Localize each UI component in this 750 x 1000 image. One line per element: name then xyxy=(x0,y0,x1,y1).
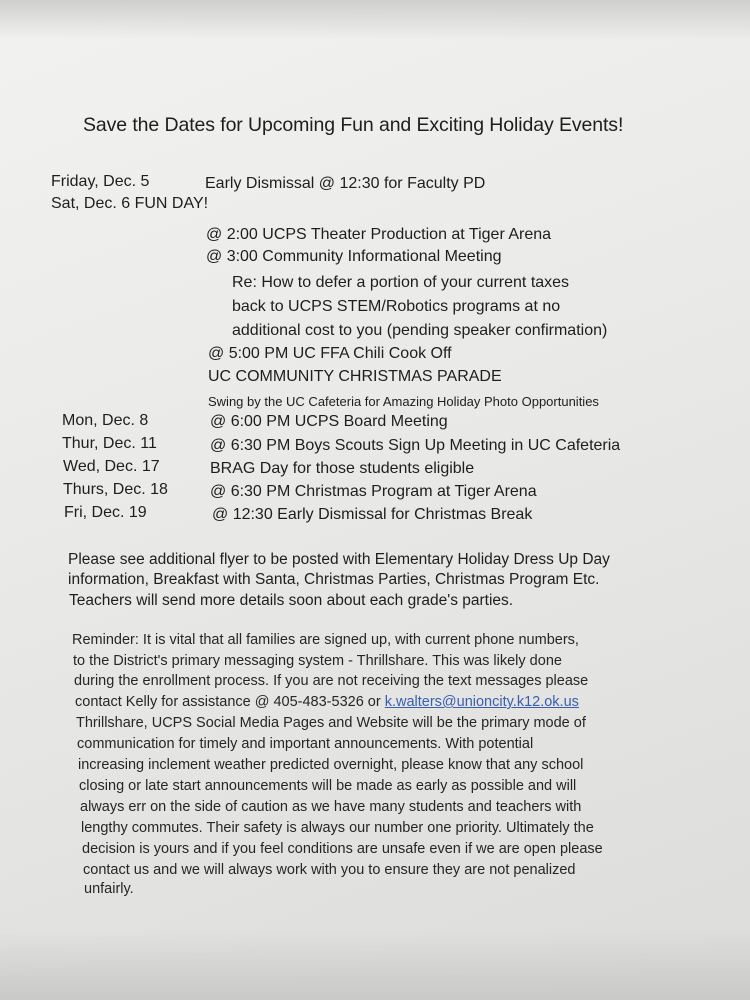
top-shadow xyxy=(0,0,750,40)
reminder-line-8: closing or late start announcements will be made as early as possible and will xyxy=(79,778,577,794)
flyer-paragraph-line-2: information, Breakfast with Santa, Christmas Parties, Christmas Program Etc. xyxy=(68,571,600,588)
date-sat-dec-6-fun-day: Sat, Dec. 6 FUN DAY! xyxy=(51,195,209,212)
date-mon-dec-8: Mon, Dec. 8 xyxy=(62,412,149,429)
meeting-detail-line-1: Re: How to defer a portion of your current taxes xyxy=(232,274,570,291)
event-board-meeting: @ 6:00 PM UCPS Board Meeting xyxy=(210,413,448,430)
meeting-detail-line-3: additional cost to you (pending speaker confirmation) xyxy=(232,322,608,339)
event-chili-cook-off: @ 5:00 PM UC FFA Chili Cook Off xyxy=(208,345,452,362)
reminder-line-10: lengthy commutes. Their safety is always our number one priority. Ultimately the xyxy=(81,820,594,836)
meeting-detail-line-2: back to UCPS STEM/Robotics programs at no xyxy=(232,298,561,315)
reminder-line-12: contact us and we will always work with you to ensure they are not penalized xyxy=(83,862,576,878)
reminder-line-1: Reminder: It is vital that all families are signed up, with current phone numbers, xyxy=(72,632,579,648)
reminder-line-5: Thrillshare, UCPS Social Media Pages and Website will be the primary mode of xyxy=(76,715,586,731)
reminder-line-11: decision is yours and if you feel conditions are unsafe even if we are open please xyxy=(82,841,603,857)
contact-email-link[interactable]: k.walters@unioncity.k12.ok.us xyxy=(384,694,579,710)
event-brag-day: BRAG Day for those students eligible xyxy=(210,460,475,477)
event-community-meeting: @ 3:00 Community Informational Meeting xyxy=(206,248,502,265)
date-wed-dec-17: Wed, Dec. 17 xyxy=(63,458,160,475)
reminder-line-3: during the enrollment process. If you are not receiving the text messages please xyxy=(74,673,589,689)
flyer-title: Save the Dates for Upcoming Fun and Exciting Holiday Events! xyxy=(83,114,624,136)
flyer-paragraph-line-3: Teachers will send more details soon about each grade's parties. xyxy=(69,592,514,609)
reminder-line-9: always err on the side of caution as we have many students and teachers with xyxy=(80,799,582,815)
date-fri-dec-19: Fri, Dec. 19 xyxy=(64,504,147,521)
reminder-line-6: communication for timely and important announcements. With potential xyxy=(77,736,534,752)
flyer-paragraph-line-1: Please see additional flyer to be posted with Elementary Holiday Dress Up Day xyxy=(68,551,610,568)
date-thur-dec-11: Thur, Dec. 11 xyxy=(62,435,157,452)
event-early-dismissal-pd: Early Dismissal @ 12:30 for Faculty PD xyxy=(205,175,486,192)
date-fri-dec-5: Friday, Dec. 5 xyxy=(51,173,150,190)
photo-opportunities-note: Swing by the UC Cafeteria for Amazing Holiday Photo Opportunities xyxy=(208,394,599,409)
reminder-contact-text: contact Kelly for assistance @ 405-483-5326 or xyxy=(75,694,385,710)
reminder-line-13: unfairly. xyxy=(84,881,134,897)
reminder-line-4 xyxy=(75,693,579,712)
reminder-line-2: to the District's primary messaging system - Thrillshare. This was likely done xyxy=(73,653,562,669)
event-christmas-parade: UC COMMUNITY CHRISTMAS PARADE xyxy=(208,368,502,385)
event-christmas-break-dismissal: @ 12:30 Early Dismissal for Christmas Break xyxy=(212,506,533,523)
event-boy-scouts-signup: @ 6:30 PM Boys Scouts Sign Up Meeting in UC Cafeteria xyxy=(210,437,621,454)
reminder-line-7: increasing inclement weather predicted overnight, please know that any school xyxy=(78,757,584,773)
event-christmas-program: @ 6:30 PM Christmas Program at Tiger Arena xyxy=(210,483,537,500)
event-theater-production: @ 2:00 UCPS Theater Production at Tiger Arena xyxy=(206,226,552,243)
date-thurs-dec-18: Thurs, Dec. 18 xyxy=(63,481,168,498)
bottom-shadow xyxy=(0,930,750,1000)
